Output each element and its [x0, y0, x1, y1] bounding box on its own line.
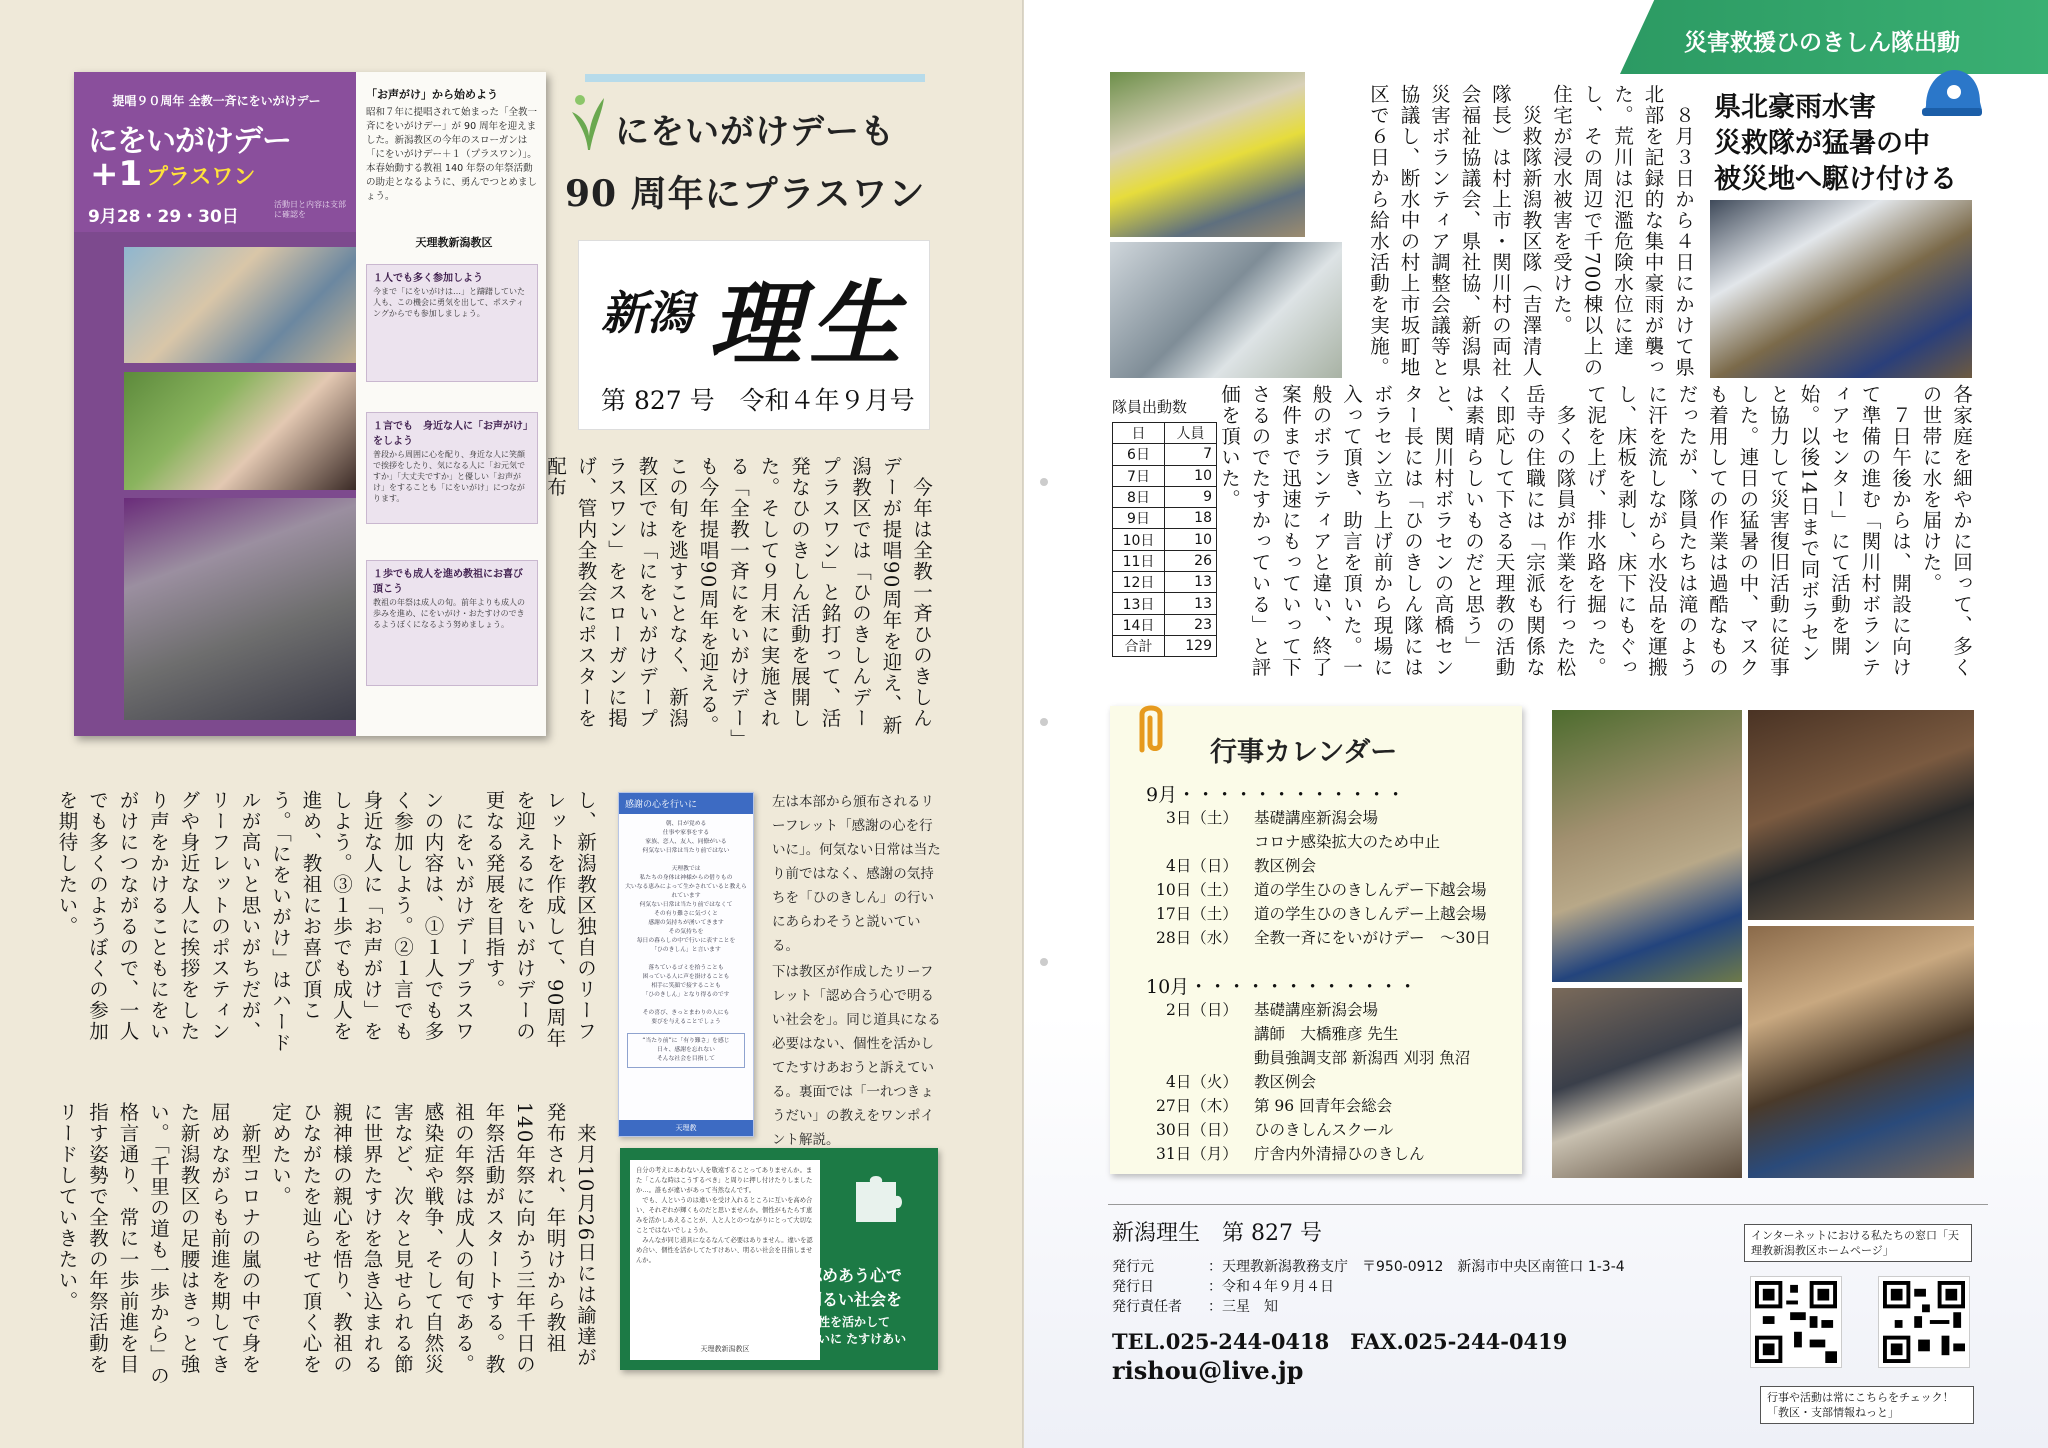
- poster-step-title: １言でも 身近な人に「お声がけ」をしよう: [373, 421, 528, 447]
- table-cell-date: 9日: [1113, 508, 1165, 529]
- poster-step-3: [366, 560, 538, 686]
- masthead-big-title: 理生: [709, 270, 910, 378]
- table-row: [1113, 614, 1217, 635]
- headline-line-1: にをいがけデーも: [615, 112, 895, 152]
- footer-publisher: [1112, 1256, 1625, 1276]
- table-cell-count: 23: [1165, 614, 1217, 635]
- paperclip-icon: [1134, 700, 1168, 760]
- table-header-date: 日: [1113, 423, 1165, 444]
- slogan-line-1: 認めあう心で: [806, 1266, 903, 1285]
- photo-volunteer-center: [1110, 242, 1342, 378]
- footer-title: 新潟理生 第 827 号: [1112, 1221, 1322, 1246]
- calendar-event: 道の学生ひのきしんデー下越会場: [1254, 881, 1487, 899]
- calendar-event: 教区例会: [1254, 857, 1317, 875]
- poster-tagline: 提唱９０周年 全教一斉にをいがけデー: [112, 94, 321, 108]
- headline-line-2: 90 周年にプラスワン: [565, 173, 926, 215]
- calendar-event: 全教一斉にをいがけデー ～30日: [1254, 929, 1491, 947]
- table-cell-count: 13: [1165, 572, 1217, 593]
- qr-code-icon: [1883, 1281, 1965, 1363]
- leaflet-respect-text: 自分の考えにあわない人を敬遠することってありませんか。また「こんな時はこうするべき」と周りに押し付けたりしましたか…。誰もが違いがあって当然なんです。 でも、人というのは違いを受け入れるところに互いを高め合い、それぞれが輝くものだと思いませんか。個性がもたらす恵みを活かしあえることが、人と人とのつながりにとって大切なことではないでしょうか。 みんなが同じ道具になるなんて必要はありません。違いを認め合い、個性を活かしてたすけあい、明るい社会を目指しませんか。: [630, 1160, 820, 1360]
- poster-photo-smile: [124, 372, 356, 490]
- table-total-row: [1113, 635, 1217, 656]
- leaflet-respect-caption: 下は教区が作成したリーフレット「認め合う心で明るい社会を」。同じ道具になる必要はない、個性を活かしてたすけあおうと訴えている。裏面では「一れつきょうだい」の教えをワンポイント解説。: [772, 964, 941, 1148]
- poster-step-2: [366, 412, 538, 524]
- calendar-date: 27日（木）: [1156, 1097, 1238, 1115]
- calendar-event: 庁舎内外清掃ひのきしん: [1254, 1145, 1425, 1163]
- table-cell-date: 14日: [1113, 614, 1165, 635]
- table-row: [1113, 593, 1217, 614]
- binder-hole: [1040, 478, 1048, 486]
- calendar-month-sep: 9月・・・・・・・・・・・・: [1146, 784, 1406, 806]
- calendar-event: ひのきしんスクール: [1254, 1121, 1394, 1139]
- qr-info-net-note: 行事や活動は常にこちらをチェック！「教区・支部情報ねっと」: [1760, 1386, 1974, 1424]
- leaflet-respect-slogan: [806, 1264, 902, 1312]
- sub-line-1: 個性を活かして: [806, 1315, 891, 1329]
- poster-step-1: [366, 264, 538, 382]
- staff-table-title: 隊員出動数: [1112, 398, 1188, 416]
- table-cell-count: 7: [1165, 444, 1217, 465]
- calendar-month-oct: 10月・・・・・・・・・・・・: [1146, 976, 1418, 998]
- footer-editor-value: ：三星 知: [1208, 1299, 1278, 1315]
- table-cell-date: 10日: [1113, 529, 1165, 550]
- calendar-event-note: 動員強調支部 新潟西 刈羽 魚沼: [1254, 1049, 1471, 1067]
- photo-underfloor: [1748, 926, 1974, 1178]
- binder-hole: [1040, 718, 1048, 726]
- leaflet-gratitude-quote: “当たり前”に「有り難さ」を感じ 日々、感謝を忘れない そんな社会を目指して: [627, 1033, 745, 1068]
- table-row: [1113, 529, 1217, 550]
- rescue-headline-line-1: 県北豪雨水害: [1714, 92, 1876, 123]
- table-cell-date: 12日: [1113, 572, 1165, 593]
- calendar-date: 4日（火）: [1166, 1073, 1238, 1091]
- poster-intro-body: 昭和７年に提唱されて始まった「全教一斉にをいがけデー」が 90 周年を迎えました。新潟教区の今年のスローガンは「にをいがけデー＋１（プラスワン）」。本春始動する教祖 140 年祭の年祭活動の助走となるように、勇んでつとめましょう。: [366, 107, 538, 202]
- table-row: [1113, 486, 1217, 507]
- footer-email-link[interactable]: rishou@live.jp: [1112, 1356, 1304, 1385]
- calendar-date: 30日（日）: [1156, 1121, 1238, 1139]
- table-cell-count: 26: [1165, 550, 1217, 571]
- table-cell-total: 129: [1165, 635, 1217, 656]
- leaflet-gratitude-body: 朝、目が覚める 仕事や家事をする 家族、恋人、友人、同僚がいる 何気ない日常は当たり前ではない 天理教では 私たちの身体は神様からの借りもの 大いなる恵みによって生かされていると教えられています 何気ない日常は当たり前ではなくて その有り難さに気づくと 感謝の気持ちが湧いてきます その気持ちを 毎日の暮らしの中で行いに表すことを 「ひのきしん」と言います 落ちているゴミを拾うことも 困っている人に声を掛けることも 相手に笑顔で接することも 「ひのきしん」となり得るのです その喜び、きっとまわりの人にも 要びを与えることでしょう: [625, 821, 747, 1025]
- photo-water-tank: [1748, 710, 1974, 920]
- footer-publisher-label: 発行元: [1112, 1259, 1154, 1275]
- table-header-row: [1113, 423, 1217, 444]
- table-cell-date: 13日: [1113, 593, 1165, 614]
- footer-editor-label: 発行責任者: [1112, 1299, 1182, 1315]
- rescue-headline: [1714, 90, 1957, 198]
- qr-homepage-note: インターネットにおける私たちの窓口「天理教新潟教区ホームページ」: [1744, 1224, 1972, 1262]
- poster-step-body: 教祖の年祭は成人の旬。前年よりも成人の歩みを進め、にをいがけ・おたすけのできるようぼくになるよう努めましょう。: [373, 598, 525, 629]
- article-left-col-3: 来月10月26日には諭達が発布され、年明けから教祖140年祭に向かう三年千日の年祭活動がスタートする。教祖の年祭は成人の旬である。感染症や戦争、そして自然災害など、次々と見せられる節に世界たすけを急き込まれる親神様の親心を悟り、教祖のひながたを辿らせて頂く心を定めたい。 新型コロナの嵐の中で身を屈めながらも前進を期してきた新潟教区の足腰はきっと強い。「千里の道も一歩から」の格言通り、常に一歩前進を目指す姿勢で全教の年祭活動をリードしていきたい。: [55, 1102, 597, 1387]
- leaflet-gratitude: [618, 792, 754, 1137]
- calendar-event: 基礎講座新潟会場: [1254, 1001, 1379, 1019]
- table-row: [1113, 444, 1217, 465]
- rescue-headline-line-2: 災救隊が猛暑の中: [1714, 128, 1930, 159]
- table-cell-count: 10: [1165, 465, 1217, 486]
- calendar-event: 教区例会: [1254, 1073, 1317, 1091]
- calendar-date: 10日（土）: [1156, 881, 1238, 899]
- slogan-line-2: 明るい社会を: [806, 1290, 903, 1309]
- photo-floor-work: [1552, 988, 1742, 1178]
- poster-step-body: 今まで「にをいがけは…」と躊躇していた人も、この機会に勇気を出して、ポスティングからでも参加しましょう。: [373, 287, 525, 318]
- article-left-col-2: し、新潟教区独自のリーフレットを作成して、90周年を迎えるにをいがけデーの更なる発展を目指す。 にをいがけデープラスワンの内容は、①１人でも多く参加しよう。②１言でも身近な人に「お声がけ」をしよう。③１歩でも成人を進め、教祖にお喜び頂こう。「にをいがけ」はハードルが高いと思いがちだが、リーフレットのポスティングや身近な人に挨拶をしたり声をかけることもにをいがけにつながるので、一人でも多くのようぼくの参加を期待したい。: [55, 790, 597, 1054]
- table-row: [1113, 572, 1217, 593]
- calendar-date: 4日（日）: [1166, 857, 1238, 875]
- footer-date: [1112, 1276, 1334, 1296]
- headline-stripe: [585, 74, 925, 82]
- table-cell-count: 9: [1165, 486, 1217, 507]
- qr-code-info-net[interactable]: [1878, 1276, 1970, 1368]
- leaflet-respect-org: 天理教新潟教区: [700, 1345, 750, 1353]
- calendar-date: 31日（月）: [1156, 1145, 1238, 1163]
- leaflet-respect: [620, 1148, 938, 1370]
- puzzle-piece-icon: [846, 1168, 906, 1228]
- leaf-icon: [568, 92, 608, 152]
- sub-line-2: 互いに たすけあい: [806, 1332, 907, 1346]
- article-left-col-1: 今年は全教一斉ひのきしんデーが提唱90周年を迎え、新潟教区では「ひのきしんデープラスワン」と銘打って、活発なひのきしん活動を展開した。そして９月末に実施される「全教一斉にをいがけデー」も今年提唱90周年を迎える。この旬を逃すことなく、新潟教区では「にをいがけデープラスワン」をスローガンに掲げ、管内全教会にポスターを配布: [544, 456, 933, 741]
- calendar-event-note: コロナ感染拡大のため中止: [1254, 833, 1441, 851]
- leaflet-respect-sub: [806, 1314, 906, 1348]
- rescue-headline-line-3: 被災地へ駆け付ける: [1714, 164, 1957, 195]
- calendar-event-note: 講師 大橋雅彦 先生: [1254, 1025, 1399, 1043]
- leaflet-gratitude-org: 天理教: [619, 1120, 753, 1136]
- poster-org: 天理教新潟教区: [415, 236, 493, 249]
- table-cell-date: 11日: [1113, 550, 1165, 571]
- masthead: [578, 240, 930, 430]
- footer-publisher-value: ：天理教新潟教務支庁 〒950-0912 新潟市中央区南笹口 1-3-4: [1208, 1259, 1625, 1275]
- rescue-banner-text: 災害救援ひのきしん隊出動: [1684, 30, 1960, 56]
- calendar-title: 行事カレンダー: [1210, 737, 1398, 768]
- table-cell-count: 18: [1165, 508, 1217, 529]
- photo-water-supply: [1110, 72, 1305, 237]
- photo-debris-removal: [1710, 200, 1972, 378]
- qr-code-icon: [1755, 1281, 1837, 1363]
- poster-title: にをいがけデー: [88, 124, 291, 159]
- leaflet-gratitude-caption: 左は本部から頒布されるリーフレット「感謝の心を行いに」。何気ない日常は当たり前ではなく、感謝の気持ちを「ひのきしん」の行いにあらわそうと説いている。: [772, 794, 941, 954]
- calendar-event: 第 96 回青年会総会: [1254, 1097, 1393, 1115]
- binder-hole: [1040, 958, 1048, 966]
- poster-step-title: １歩でも成人を進め教祖にお喜び頂こう: [373, 569, 523, 595]
- poster-dates: 9月28・29・30日: [88, 207, 239, 227]
- table-cell-count: 10: [1165, 529, 1217, 550]
- poster-photo-street: [124, 498, 356, 720]
- poster-plus: +1: [90, 154, 143, 194]
- footer-tel-fax: TEL.025-244-0418 FAX.025-244-0419: [1112, 1329, 1568, 1354]
- article-right-col-1: ８月３日から４日にかけて県北部を記録的な集中豪雨が襲った。荒川は氾濫危険水位に達し、その周辺で千700棟以上の住宅が浸水被害を受けた。 災救隊新潟教区隊（吉澤清人隊長）は村上市・関川村の両社会福祉協議会、県社協、新潟県災害ボランティア調整会議等と協議し、断水中の村上市坂町地区で６日から給水活動を実施。: [1367, 84, 1695, 378]
- footer-divider: [1108, 1204, 1988, 1205]
- issue-number: 第 827 号 令和４年９月号: [601, 386, 915, 415]
- table-row: [1113, 550, 1217, 571]
- footer-editor: [1112, 1296, 1278, 1316]
- article-right-col-2: 各家庭を細やかに回って、多くの世帯に水を届けた。 ７日午後からは、開設に向けて準備の進む「関川村ボランティアセンター」にて活動を開始。以後14日まで同ボラセンと協力して災害復旧活動に従事した。連日の猛暑の中、マスクも着用しての作業は過酷なものだったが、隊員たちは滝のように汗を流しながら水没品を運搬し、床板を剥し、床下にもぐって泥を上げ、排水路を掘った。 多くの隊員が作業を行った松岳寺の住職には「宗派も関係なく即応して下さる天理教の活動は素晴らしいものだと思う」と、関川村ボラセンの高橋センター長には「ひのきしん隊にはボラセン立ち上げ前から現場に入って頂き、助言を頂いた。一般のボランティアと違い、終了案件まで迅速にもっていって下さるのでたすかっている」と評価を頂いた。: [1218, 384, 1973, 678]
- masthead-small-title: 新潟: [601, 286, 693, 340]
- poster-dates-note: 活動日と内容は支部に確認を: [274, 200, 346, 219]
- table-row: [1113, 465, 1217, 486]
- table-row: [1113, 508, 1217, 529]
- table-cell-date: 7日: [1113, 465, 1165, 486]
- table-header-count: 人員: [1165, 423, 1217, 444]
- calendar-date: 3日（土）: [1166, 809, 1238, 827]
- calendar-date: 2日（日）: [1166, 1001, 1238, 1019]
- poster-step-title: １人でも多く参加しよう: [373, 273, 483, 284]
- table-cell-total-label: 合計: [1113, 635, 1165, 656]
- calendar-date: 28日（水）: [1156, 929, 1238, 947]
- poster-photo-greeting: [124, 247, 356, 363]
- poster-plus-label: プラスワン: [146, 165, 256, 190]
- footer-date-value: ：令和４年９月４日: [1208, 1279, 1334, 1295]
- calendar-event: 基礎講座新潟会場: [1254, 809, 1379, 827]
- staff-table: [1112, 422, 1217, 657]
- footer-date-label: 発行日: [1112, 1279, 1154, 1295]
- table-cell-count: 13: [1165, 593, 1217, 614]
- photo-mud-clearing: [1552, 710, 1742, 982]
- table-cell-date: 6日: [1113, 444, 1165, 465]
- poster-intro-head: 「お声がけ」から始めよう: [366, 88, 498, 101]
- calendar-date: 17日（土）: [1156, 905, 1238, 923]
- qr-code-homepage[interactable]: [1750, 1276, 1842, 1368]
- calendar-event: 道の学生ひのきしんデー上越会場: [1254, 905, 1487, 923]
- poster-step-body: 普段から周囲に心を配り、身近な人に笑顔で挨拶をしたり、気になる人に「お元気ですか」「大丈夫ですか」と優しい「お声がけ」をすることも「にをいがけ」につながります。: [373, 450, 525, 503]
- poster: [74, 72, 546, 736]
- table-cell-date: 8日: [1113, 486, 1165, 507]
- leaflet-gratitude-title: 感謝の心を行いに: [619, 793, 753, 814]
